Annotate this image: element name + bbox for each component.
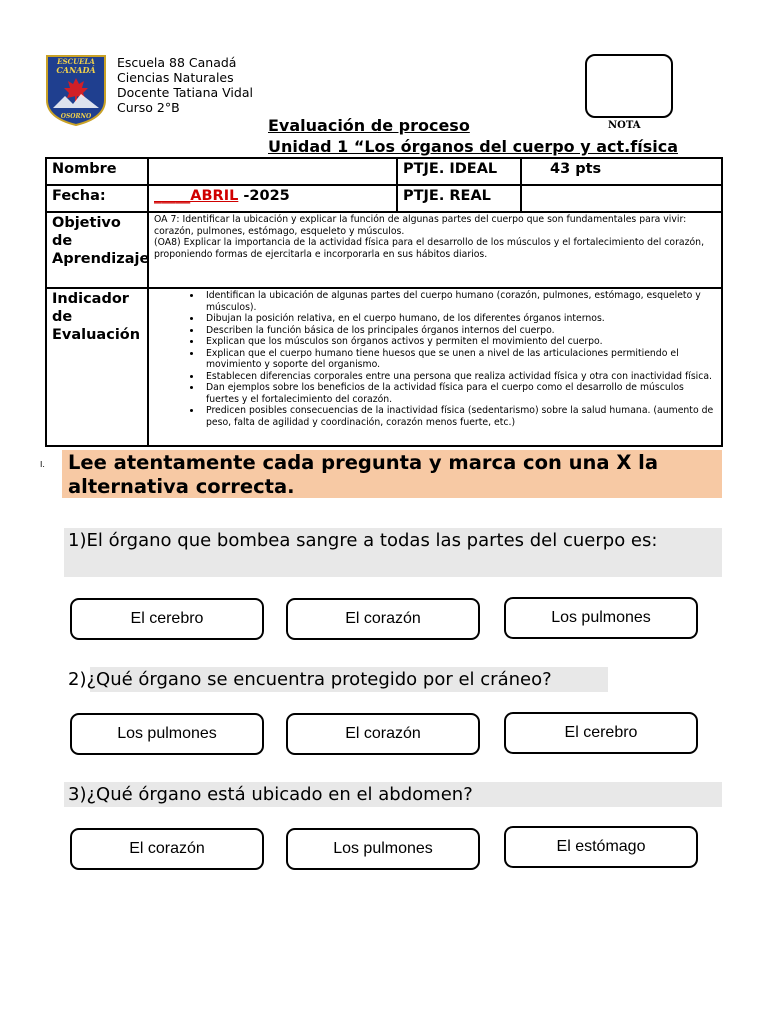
indicator-item: • Explican que los músculos son órganos activos y permiten el movimiento del cuerpo.	[202, 336, 716, 348]
indicator-item: • Explican que el cuerpo humano tiene huesos que se unen a nivel de las articulaciones permitiendo el movimiento y soporte del organismo.	[202, 348, 716, 371]
objective-oa7: OA 7: Identificar la ubicación y explicar la función de algunas partes del cuerpo que son fundamentales para vivir: corazón, pulmones, estómago, esqueleto y músculos.	[154, 214, 687, 237]
page-title: Evaluación de proceso	[268, 116, 470, 135]
ideal-score-value: 43 pts	[521, 158, 722, 185]
school-name: Escuela 88 Canadá	[117, 55, 237, 70]
section-number: I.	[40, 460, 45, 469]
objective-label: Objetivo de Aprendizaje	[46, 212, 148, 288]
question-3-text: 3)¿Qué órgano está ubicado en el abdomen?	[68, 784, 473, 805]
indicator-item: • Dibujan la posición relativa, en el cuerpo humano, de los diferentes órganos internos.	[202, 313, 716, 325]
date-label: Fecha:	[46, 185, 148, 212]
real-score-field[interactable]	[521, 185, 722, 212]
q2-option-b[interactable]: El corazón	[286, 713, 480, 755]
teacher-name: Docente Tatiana Vidal	[117, 85, 253, 100]
q2-option-c[interactable]: El cerebro	[504, 712, 698, 754]
date-month: _____ABRIL	[154, 188, 239, 204]
question-2-text: 2)¿Qué órgano se encuentra protegido por el cráneo?	[68, 669, 552, 690]
logo-text-bottom: OSORNO	[60, 113, 92, 120]
ideal-score-label: PTJE. IDEAL	[397, 158, 521, 185]
grade-box[interactable]	[585, 54, 673, 118]
indicator-item: • Identifican la ubicación de algunas partes del cuerpo humano (corazón, pulmones, estómago, esqueleto y músculos).	[202, 290, 716, 313]
name-field[interactable]	[148, 158, 397, 185]
grade-label: NOTA	[608, 120, 641, 131]
instruction-text: Lee atentamente cada pregunta y marca con una X la alternativa correcta.	[68, 451, 659, 498]
objective-text	[148, 212, 722, 288]
date-field[interactable]	[148, 185, 397, 212]
indicator-label: Indicador de Evaluación	[46, 288, 148, 446]
indicator-item: • Dan ejemplos sobre los beneficios de la actividad física para el cuerpo como el desarrollo de músculos fuertes y el fortalecimiento del corazón.	[202, 382, 716, 405]
objective-oa8: (OA8) Explicar la importancia de la actividad física para el desarrollo de los músculos y el fortalecimiento del corazón, proponiendo formas de ejercitarla e incorporarla en sus hábitos diarios.	[154, 237, 705, 260]
q1-option-b[interactable]: El corazón	[286, 598, 480, 640]
unit-title: Unidad 1 “Los órganos del cuerpo y act.física	[268, 137, 678, 156]
indicator-item: • Predicen posibles consecuencias de la inactividad física (sedentarismo) sobre la salud humana. (aumento de peso, falta de agilidad y coordinación, corazón menos fuerte, etc.)	[202, 405, 716, 428]
school-logo	[45, 54, 107, 126]
q1-option-c[interactable]: Los pulmones	[504, 597, 698, 639]
q3-option-c[interactable]: El estómago	[504, 826, 698, 868]
indicator-text	[148, 288, 722, 446]
q3-option-b[interactable]: Los pulmones	[286, 828, 480, 870]
indicator-list	[154, 290, 716, 428]
q3-option-a[interactable]: El corazón	[70, 828, 264, 870]
logo-text-mid: CANADÁ	[56, 65, 96, 75]
school-info	[117, 55, 253, 115]
info-table	[45, 157, 723, 447]
date-year: -2025	[238, 188, 290, 204]
indicator-item: • Describen la función básica de los principales órganos internos del cuerpo.	[202, 325, 716, 337]
q1-option-a[interactable]: El cerebro	[70, 598, 264, 640]
q2-option-a[interactable]: Los pulmones	[70, 713, 264, 755]
logo-text-top: ESCUELA	[57, 57, 95, 66]
question-1-text: 1)El órgano que bombea sangre a todas las partes del cuerpo es:	[68, 530, 658, 551]
subject-name: Ciencias Naturales	[117, 70, 234, 85]
real-score-label: PTJE. REAL	[397, 185, 521, 212]
course-name: Curso 2°B	[117, 100, 180, 115]
indicator-item: • Establecen diferencias corporales entre una persona que realiza actividad física y otra con inactividad física.	[202, 371, 716, 383]
name-label: Nombre	[46, 158, 148, 185]
